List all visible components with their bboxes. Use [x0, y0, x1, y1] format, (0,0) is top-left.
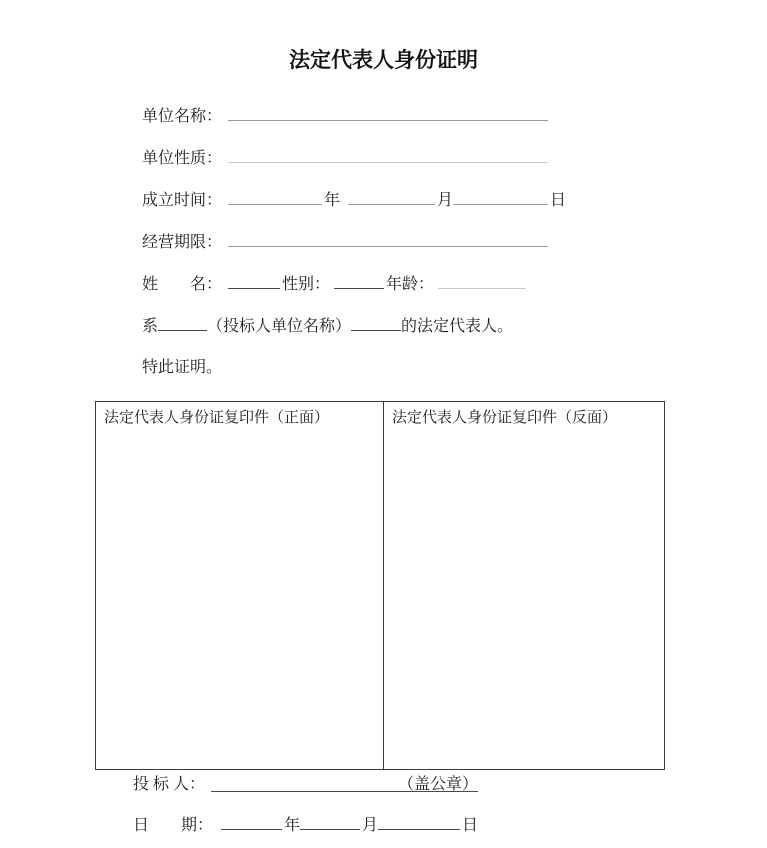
document-title: 法定代表人身份证明: [289, 48, 478, 72]
month-suffix: 月: [437, 192, 454, 209]
form-rows: [142, 107, 767, 376]
id-front-cell: [96, 402, 384, 769]
age-blank: [438, 275, 526, 289]
id-back-cell: [384, 402, 664, 769]
gender-blank: [334, 275, 384, 289]
unit-nature-label: 单位性质：: [142, 150, 223, 167]
person-row: [142, 275, 767, 292]
id-copy-box: [95, 401, 665, 770]
business-term-blank: [228, 233, 548, 247]
date-month-blank: [300, 816, 360, 830]
unit-nature-row: [142, 149, 767, 166]
bidder-blank: [211, 775, 398, 789]
date-row: [133, 816, 767, 833]
gender-label: 性别：: [282, 276, 331, 293]
establish-date-row: [142, 191, 767, 208]
unit-nature-blank: [228, 149, 548, 163]
establish-day-blank: [453, 191, 548, 205]
bidder-unit-hint: （投标人单位名称）: [207, 318, 352, 335]
statement-row: [142, 317, 767, 334]
seal-hint: （盖公章）: [398, 776, 479, 793]
bidder-signature-line: [211, 775, 478, 792]
bidder-label: 投 标 人：: [133, 776, 206, 793]
day-suffix: 日: [550, 192, 567, 209]
date-year-blank: [221, 816, 282, 830]
statement-blank-2: [351, 317, 401, 331]
name-blank: [228, 275, 280, 289]
business-term-row: [142, 233, 767, 250]
date-year-suffix: 年: [284, 817, 301, 834]
name-label: 姓 名：: [142, 276, 223, 293]
statement-suffix: 的法定代表人。: [401, 318, 514, 335]
establish-year-blank: [228, 191, 322, 205]
establish-month-blank: [348, 191, 435, 205]
establish-date-label: 成立时间：: [142, 192, 223, 209]
hereby-text: 特此证明。: [142, 359, 223, 376]
footer-rows: [133, 775, 767, 833]
bidder-row: [133, 775, 767, 792]
date-day-blank: [378, 816, 460, 830]
unit-name-blank: [228, 107, 548, 121]
id-front-label: 法定代表人身份证复印件（正面）: [104, 410, 330, 426]
statement-prefix: 系: [142, 318, 159, 335]
hereby-row: [142, 359, 767, 376]
age-label: 年龄：: [386, 276, 435, 293]
year-suffix: 年: [324, 192, 341, 209]
date-day-suffix: 日: [462, 817, 479, 834]
id-back-label: 法定代表人身份证复印件（反面）: [392, 410, 618, 426]
statement-blank-1: [158, 317, 207, 331]
date-month-suffix: 月: [362, 817, 379, 834]
unit-name-label: 单位名称：: [142, 108, 223, 125]
business-term-label: 经营期限：: [142, 234, 223, 251]
unit-name-row: [142, 107, 767, 124]
date-label: 日 期：: [133, 817, 214, 834]
